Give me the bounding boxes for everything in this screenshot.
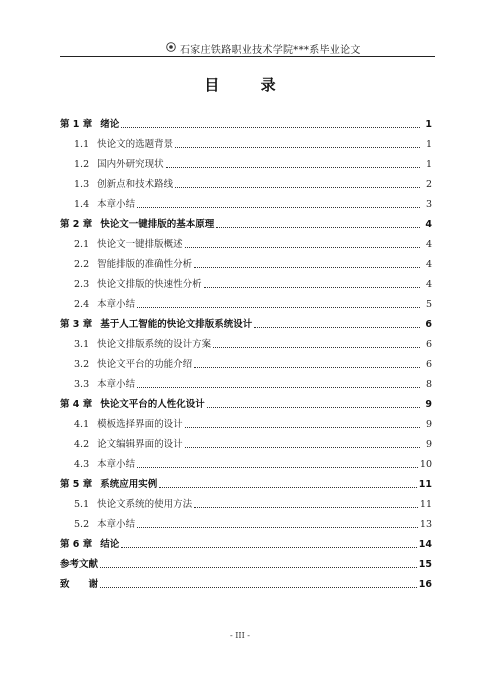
toc-entry-number: 1.1	[74, 139, 90, 150]
toc-section-entry[interactable]	[60, 490, 432, 510]
toc-section-entry[interactable]	[60, 410, 432, 430]
toc-dot-leader	[100, 587, 417, 588]
toc-dot-leader	[166, 167, 420, 168]
toc-entry-title: 参考文献	[60, 559, 99, 570]
toc-page-number: 11	[419, 499, 432, 510]
toc-dot-leader	[137, 207, 420, 208]
toc-entry-number: 2.2	[74, 259, 90, 270]
toc-page-number: 14	[418, 539, 432, 550]
toc-dot-leader	[137, 467, 418, 468]
toc-entry-title: 国内外研究现状	[97, 159, 164, 170]
toc-entry-title: 快论文一键排版的基本原理	[100, 219, 215, 230]
toc-entry-title: 本章小结	[97, 199, 136, 210]
toc-dot-leader	[137, 527, 418, 528]
toc-section-entry[interactable]	[60, 330, 432, 350]
toc-section-entry[interactable]	[60, 430, 432, 450]
toc-dot-leader	[204, 287, 420, 288]
toc-entry-number: 4.3	[74, 459, 90, 470]
toc-section-entry[interactable]	[60, 170, 432, 190]
toc-page-number: 9	[425, 419, 432, 430]
toc-chapter-entry[interactable]	[60, 210, 432, 230]
toc-dot-leader	[194, 267, 420, 268]
toc-page-number: 1	[425, 139, 432, 150]
toc-section-entry[interactable]	[60, 130, 432, 150]
toc-entry-number: 第 3 章	[60, 319, 93, 330]
toc-entry-number: 5.1	[74, 499, 90, 510]
toc-dot-leader	[254, 327, 420, 328]
toc-section-entry[interactable]	[60, 270, 432, 290]
toc-page-number: 11	[418, 479, 432, 490]
toc-chapter-entry[interactable]	[60, 570, 432, 590]
toc-entry-number: 1.4	[74, 199, 90, 210]
toc-section-entry[interactable]	[60, 350, 432, 370]
toc-entry-number: 1.3	[74, 179, 90, 190]
toc-section-entry[interactable]	[60, 370, 432, 390]
toc-section-entry[interactable]	[60, 450, 432, 470]
toc-entry-title: 本章小结	[97, 299, 136, 310]
toc-entry-number: 4.1	[74, 419, 90, 430]
toc-chapter-entry[interactable]	[60, 390, 432, 410]
toc-page-number: 10	[419, 459, 432, 470]
toc-page-number: 5	[425, 299, 432, 310]
toc-entry-number: 4.2	[74, 439, 90, 450]
toc-entry-title: 结论	[100, 539, 120, 550]
toc-entry-title: 本章小结	[97, 379, 136, 390]
toc-entry-title: 快论文一键排版概述	[97, 239, 183, 250]
toc-dot-leader	[207, 407, 420, 408]
toc-page-number: 15	[418, 559, 432, 570]
toc-entry-title: 本章小结	[97, 519, 136, 530]
toc-section-entry[interactable]	[60, 190, 432, 210]
toc-entry-number: 3.2	[74, 359, 90, 370]
page-header	[60, 38, 435, 60]
header-text: 石家庄铁路职业技术学院***系毕业论文	[180, 45, 361, 56]
toc-dot-leader	[216, 227, 420, 228]
toc-entry-number: 2.4	[74, 299, 90, 310]
toc-dot-leader	[185, 247, 420, 248]
toc-entry-title: 论文编辑界面的设计	[97, 439, 183, 450]
toc-page-number: 6	[425, 319, 432, 330]
toc-page-number: 9	[425, 399, 432, 410]
toc-dot-leader	[121, 127, 420, 128]
toc-page-number: 4	[425, 259, 432, 270]
toc-page-number: 4	[425, 239, 432, 250]
toc-chapter-entry[interactable]	[60, 310, 432, 330]
toc-entry-title: 快论文平台的人性化设计	[100, 399, 205, 410]
toc-chapter-entry[interactable]	[60, 470, 432, 490]
toc-entry-number: 3.1	[74, 339, 90, 350]
toc-section-entry[interactable]	[60, 150, 432, 170]
page-number: - III -	[230, 631, 250, 640]
toc-section-entry[interactable]	[60, 510, 432, 530]
toc-entry-title: 快论文系统的使用方法	[97, 499, 193, 510]
toc-entry-number: 3.3	[74, 379, 90, 390]
toc-section-entry[interactable]	[60, 230, 432, 250]
toc-dot-leader	[194, 367, 420, 368]
toc-page-number: 16	[418, 579, 432, 590]
toc-entry-title: 本章小结	[97, 459, 136, 470]
toc-dot-leader	[213, 347, 420, 348]
toc-page-number: 6	[425, 359, 432, 370]
toc-entry-number: 第 6 章	[60, 539, 93, 550]
toc-entry-number: 5.2	[74, 519, 90, 530]
toc-page-number: 1	[425, 159, 432, 170]
toc-dot-leader	[137, 387, 420, 388]
toc-title: 目 录	[204, 76, 294, 94]
toc-entry-title: 快论文排版的快速性分析	[97, 279, 202, 290]
toc-entry-title: 快论文的选题背景	[97, 139, 174, 150]
toc-page-number: 4	[425, 219, 432, 230]
table-of-contents	[60, 110, 432, 590]
toc-entry-title: 绪论	[100, 119, 120, 130]
toc-page-number: 8	[425, 379, 432, 390]
toc-page-number: 1	[425, 119, 432, 130]
toc-section-entry[interactable]	[60, 290, 432, 310]
toc-page-number: 6	[425, 339, 432, 350]
toc-section-entry[interactable]	[60, 250, 432, 270]
toc-dot-leader	[194, 507, 418, 508]
toc-page-number: 4	[425, 279, 432, 290]
toc-dot-leader	[121, 547, 417, 548]
toc-dot-leader	[137, 307, 420, 308]
toc-page-number: 3	[425, 199, 432, 210]
toc-page-number: 9	[425, 439, 432, 450]
toc-entry-title: 致 谢	[60, 579, 99, 590]
school-logo-icon	[166, 42, 176, 52]
toc-entry-title: 创新点和技术路线	[97, 179, 174, 190]
toc-entry-title: 模板选择界面的设计	[97, 419, 183, 430]
toc-chapter-entry[interactable]	[60, 110, 432, 130]
toc-page-number: 13	[419, 519, 432, 530]
toc-entry-number: 第 1 章	[60, 119, 93, 130]
toc-dot-leader	[159, 487, 417, 488]
toc-entry-title: 智能排版的准确性分析	[97, 259, 193, 270]
toc-entry-number: 第 2 章	[60, 219, 93, 230]
toc-entry-title: 快论文排版系统的设计方案	[97, 339, 212, 350]
toc-dot-leader	[175, 147, 420, 148]
header-rule	[60, 56, 435, 57]
toc-entry-number: 2.1	[74, 239, 90, 250]
toc-chapter-entry[interactable]	[60, 550, 432, 570]
toc-chapter-entry[interactable]	[60, 530, 432, 550]
toc-entry-title: 基于人工智能的快论文排版系统设计	[100, 319, 253, 330]
toc-entry-title: 快论文平台的功能介绍	[97, 359, 193, 370]
toc-dot-leader	[175, 187, 420, 188]
toc-dot-leader	[100, 567, 417, 568]
toc-page-number: 2	[425, 179, 432, 190]
toc-entry-title: 系统应用实例	[100, 479, 158, 490]
toc-dot-leader	[185, 447, 420, 448]
toc-entry-number: 第 5 章	[60, 479, 93, 490]
toc-entry-number: 1.2	[74, 159, 90, 170]
toc-dot-leader	[185, 427, 420, 428]
toc-entry-number: 2.3	[74, 279, 90, 290]
toc-entry-number: 第 4 章	[60, 399, 93, 410]
